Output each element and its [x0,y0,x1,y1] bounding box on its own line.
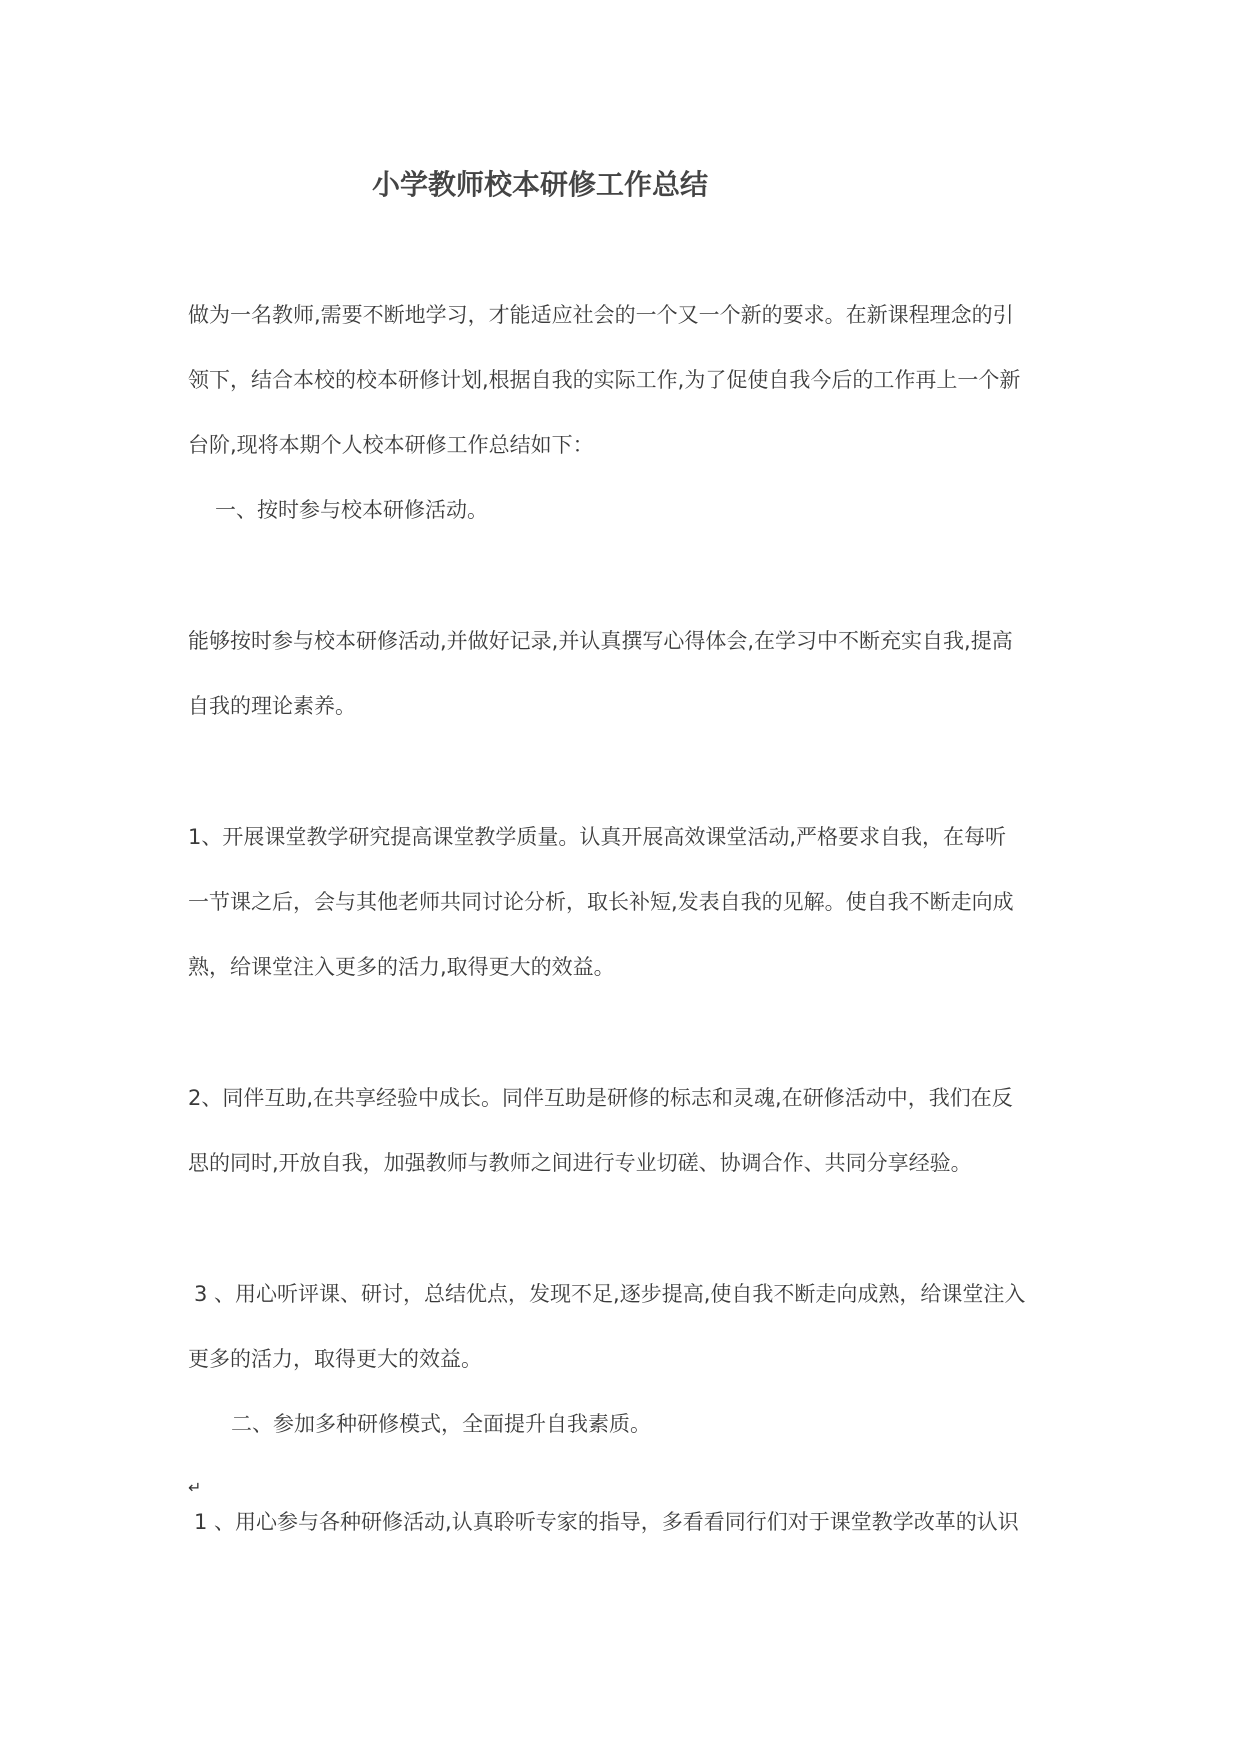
document-title: 小学教师校本研修工作总结 [372,168,709,201]
text-line: 3 、用心听评课、研讨，总结优点，发现不足,逐步提高,使自我不断走向成熟，给课堂注入 [194,1282,1026,1306]
section-heading: 一、按时参与校本研修活动。 [215,498,488,522]
text-line: 更多的活力，取得更大的效益。 [188,1347,482,1371]
text-line: 1 、用心参与各种研修活动,认真聆听专家的指导，多看看同行们对于课堂教学改革的认识 [194,1510,1019,1534]
paragraph-mark-icon: ↵ [188,1478,202,1497]
section-heading: 二、参加多种研修模式，全面提升自我素质。 [231,1412,651,1436]
text-line: 1、开展课堂教学研究提高课堂教学质量。认真开展高效课堂活动,严格要求自我，在每听 [188,825,1007,849]
text-line: 台阶,现将本期个人校本研修工作总结如下： [188,433,594,457]
text-line: 2、同伴互助,在共享经验中成长。同伴互助是研修的标志和灵魂,在研修活动中，我们在反 [188,1086,1013,1110]
text-line: 做为一名教师,需要不断地学习，才能适应社会的一个又一个新的要求。在新课程理念的引 [188,303,1014,327]
text-line: 一节课之后，会与其他老师共同讨论分析，取长补短,发表自我的见解。使自我不断走向成 [188,890,1014,914]
text-line: 熟，给课堂注入更多的活力,取得更大的效益。 [188,955,615,979]
text-line: 自我的理论素养。 [188,694,356,718]
text-line: 能够按时参与校本研修活动,并做好记录,并认真撰写心得体会,在学习中不断充实自我,提高 [188,629,1013,653]
text-line: 领下，结合本校的校本研修计划,根据自我的实际工作,为了促使自我今后的工作再上一个新 [188,368,1021,392]
text-line: 思的同时,开放自我，加强教师与教师之间进行专业切磋、协调合作、共同分享经验。 [188,1151,972,1175]
